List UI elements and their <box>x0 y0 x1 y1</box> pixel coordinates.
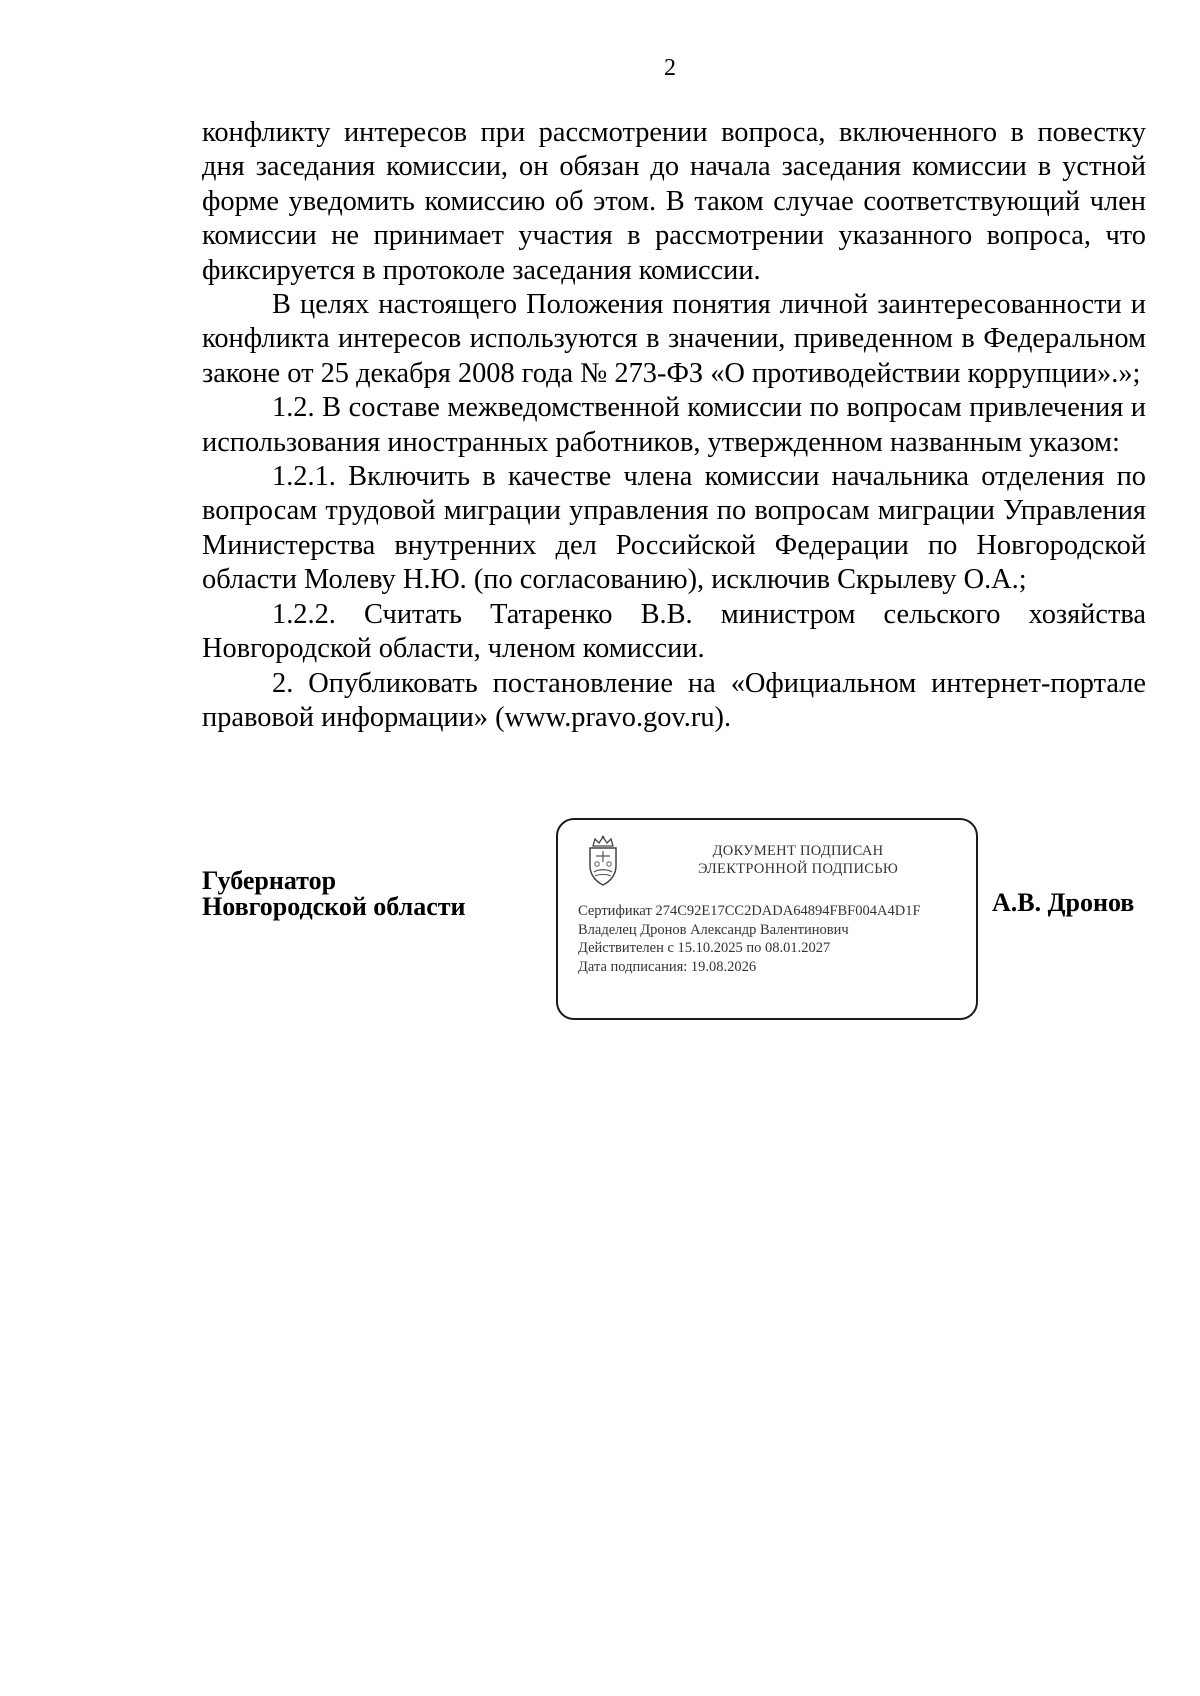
stamp-owner: Владелец Дронов Александр Валентинович <box>578 921 849 938</box>
paragraph-5: 1.2.2. Считать Татаренко В.В. министром сельского хозяйства Новгородской области, членом комиссии. <box>202 598 1146 665</box>
electronic-signature-stamp <box>556 818 978 1020</box>
paragraph-1: конфликту интересов при рассмотрении вопроса, включенного в повестку дня заседания комиссии, он обязан до начала заседания комиссии в устной форме уведомить комиссию об этом. В таком случае соответствующий член комиссии не принимает участия в рассмотрении указанного вопроса, что фиксируется в протоколе заседания комиссии. <box>202 117 1146 286</box>
stamp-signed-date: Дата подписания: 19.08.2026 <box>578 958 757 975</box>
stamp-details <box>578 902 921 976</box>
stamp-validity: Действителен с 15.10.2025 по 08.01.2027 <box>578 940 831 956</box>
signer-title <box>202 868 466 920</box>
stamp-certificate: Сертификат 274C92E17CC2DADA64894FBF004A4D1F <box>578 903 921 919</box>
coat-of-arms-icon <box>582 834 624 888</box>
paragraph-4: 1.2.1. Включить в качестве члена комиссии начальника отделения по вопросам трудовой миграции управления по вопросам миграции Управления Министерства внутренних дел Российской Федерации по Новгородской области Молеву Н.Ю. (по согласованию), исключив Скрылеву О.А.; <box>202 461 1146 596</box>
signer-title-line-1: Губернатор <box>202 866 337 895</box>
paragraph-6: 2. Опубликовать постановление на «Официальном интернет-портале правовой информации» (www.pravo.gov.ru). <box>202 667 1146 733</box>
stamp-header-line-2: ЭЛЕКТРОННОЙ ПОДПИСЬЮ <box>697 861 899 877</box>
document-body <box>202 116 1146 735</box>
stamp-header <box>638 842 958 878</box>
signer-title-line-2: Новгородской области <box>202 892 466 921</box>
page-number: 2 <box>664 55 676 81</box>
signer-name: А.В. Дронов <box>992 888 1135 917</box>
stamp-header-line-1: ДОКУМЕНТ ПОДПИСАН <box>712 843 884 859</box>
paragraph-3: 1.2. В составе межведомственной комиссии по вопросам привлечения и использования иностранных работников, утвержденном названным указом: <box>202 392 1146 458</box>
paragraph-2: В целях настоящего Положения понятия личной заинтересованности и конфликта интересов используются в значении, приведенном в Федеральном законе от 25 декабря 2008 года № 273-ФЗ «О противодействии коррупции».»; <box>202 289 1146 389</box>
